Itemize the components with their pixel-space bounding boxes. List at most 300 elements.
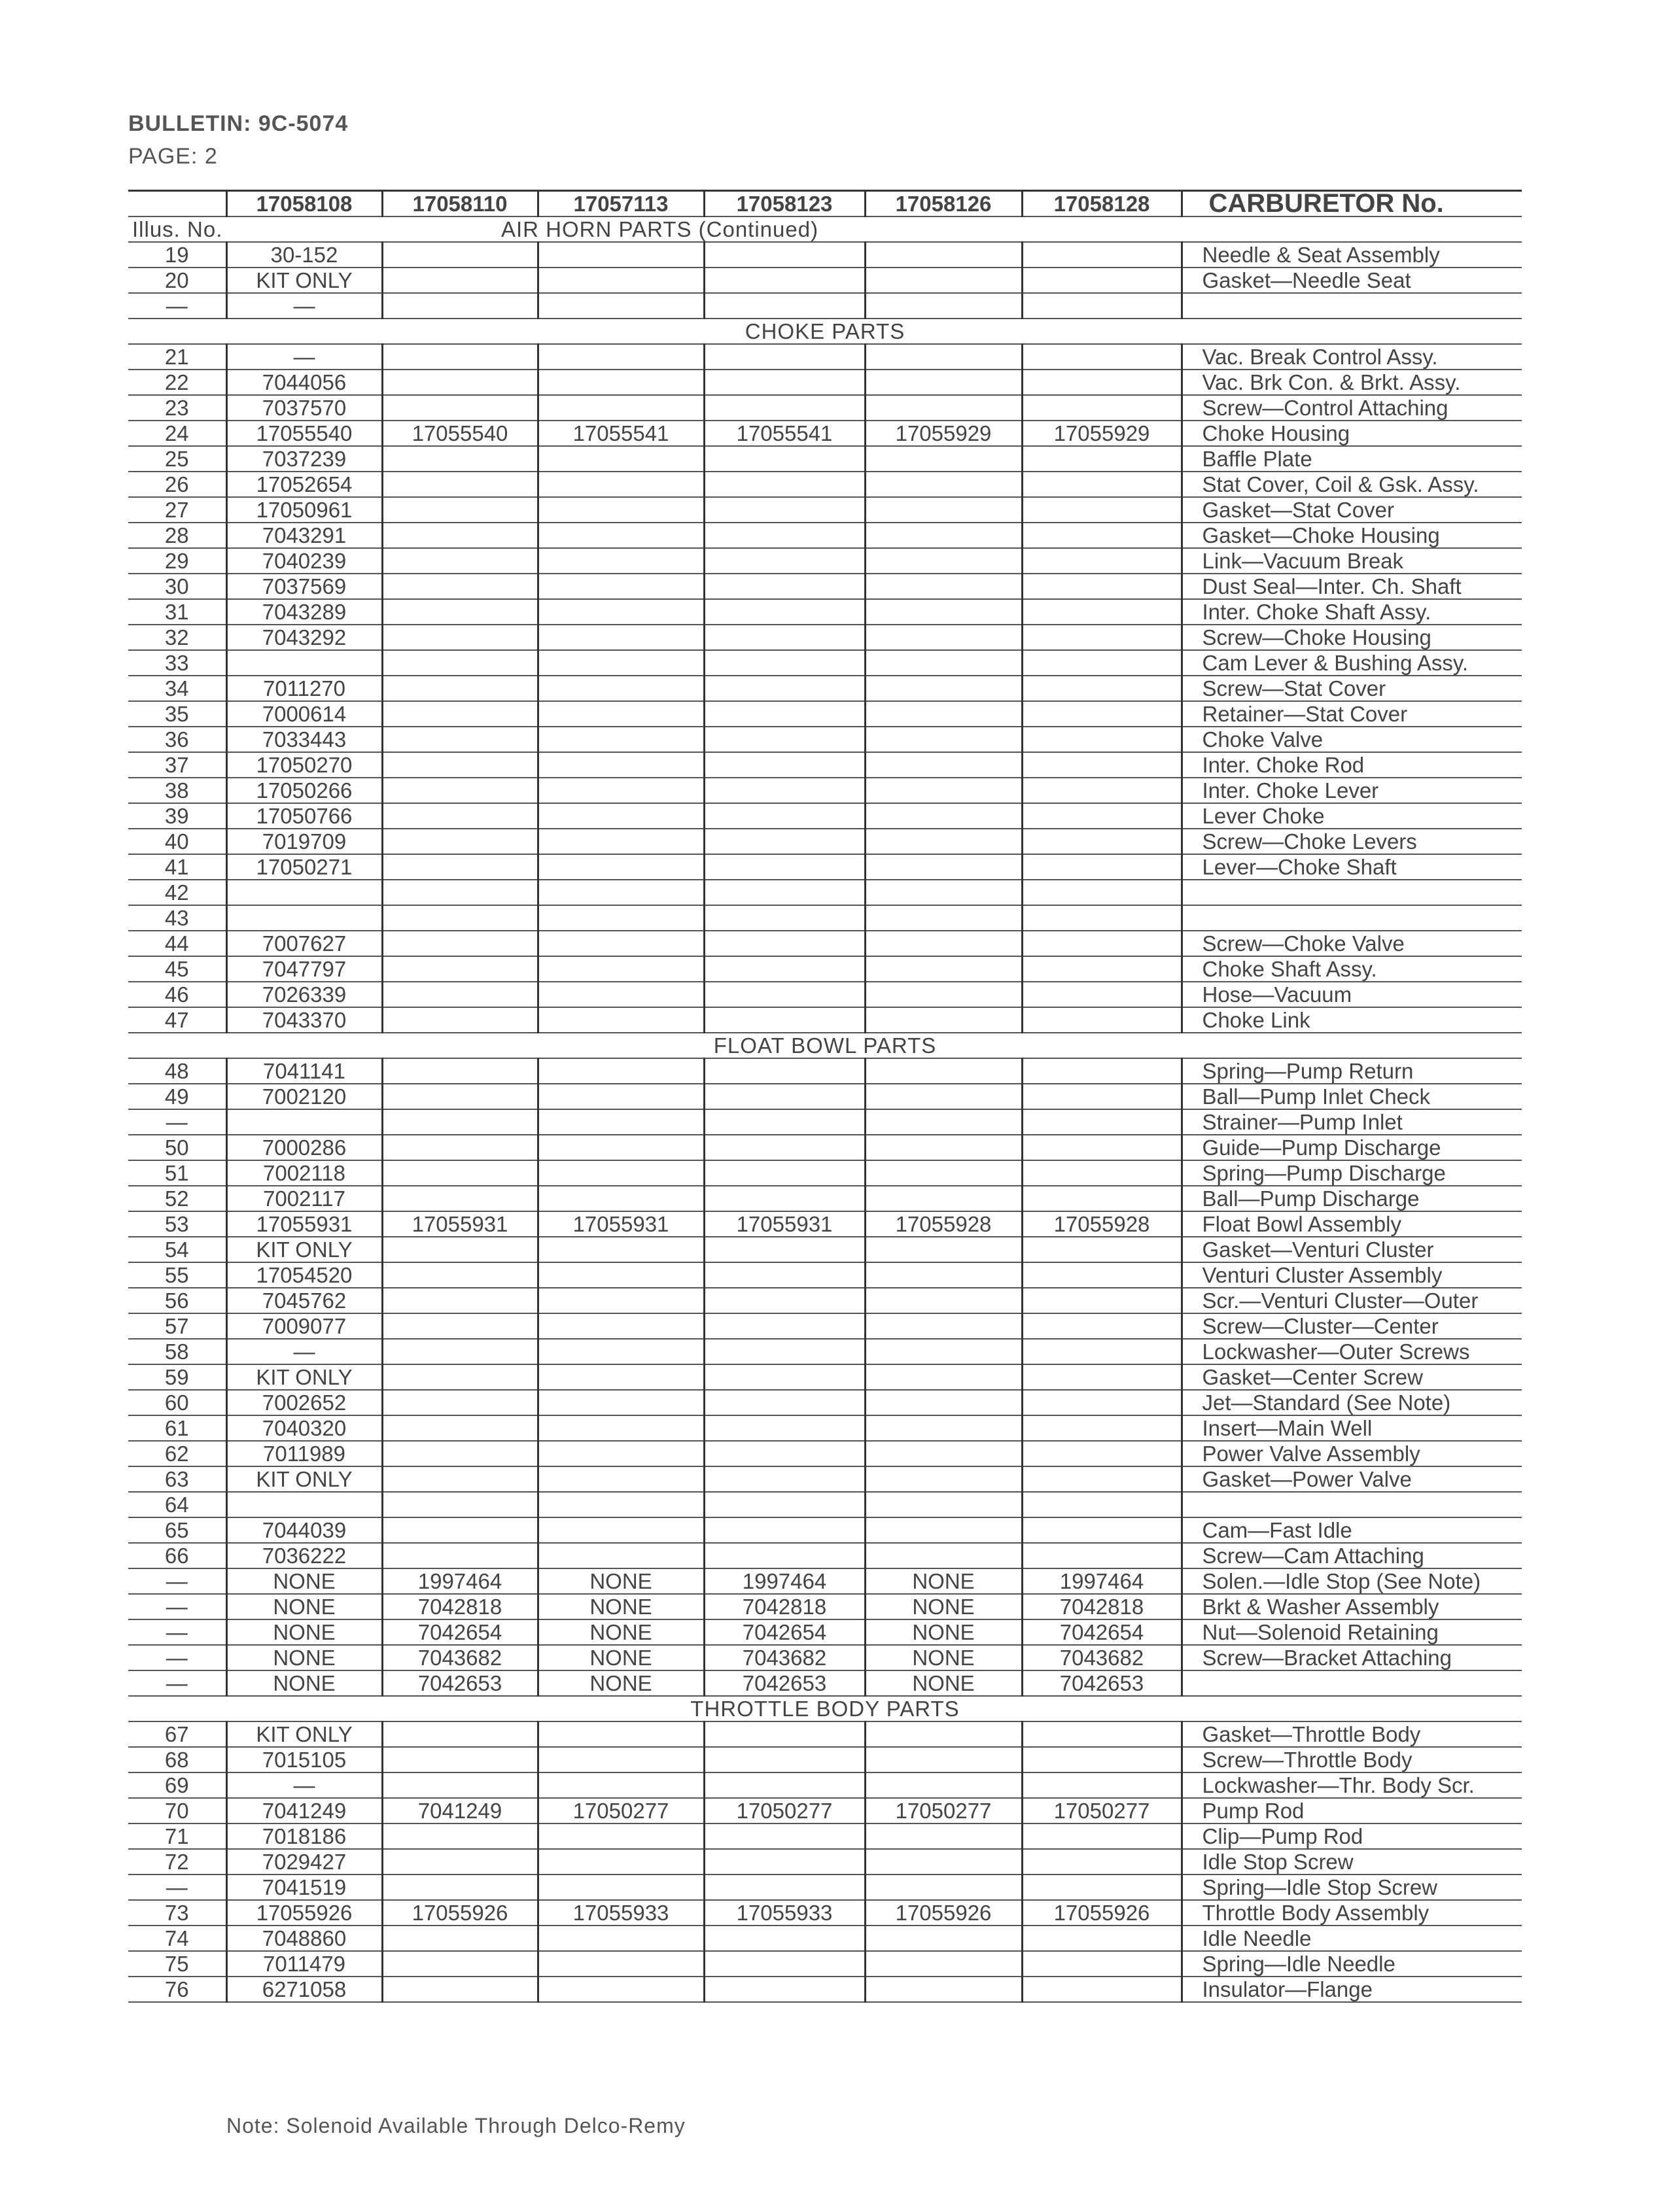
illus-number: 70 [128, 1798, 226, 1823]
part-description: Stat Cover, Coil & Gsk. Assy. [1182, 472, 1522, 497]
table-row [128, 599, 1522, 625]
table-row [128, 1670, 1522, 1696]
part-description: Venturi Cluster Assembly [1182, 1262, 1522, 1288]
section-header [128, 216, 1522, 242]
part-number [538, 1313, 704, 1339]
illus-number: — [128, 1875, 226, 1900]
part-number [704, 1517, 865, 1543]
part-number [382, 625, 538, 650]
part-number [865, 1875, 1022, 1900]
part-number: 7037570 [226, 395, 382, 421]
part-description: Inter. Choke Lever [1182, 778, 1522, 803]
part-number: — [226, 344, 382, 370]
part-description: Needle & Seat Assembly [1182, 242, 1522, 268]
illus-number: 75 [128, 1951, 226, 1977]
table-row [128, 676, 1522, 701]
part-number: 17052654 [226, 472, 382, 497]
part-number [538, 574, 704, 599]
part-number: 7043682 [704, 1645, 865, 1670]
part-number [538, 676, 704, 701]
part-number: NONE [865, 1619, 1022, 1645]
part-number: 7002118 [226, 1160, 382, 1186]
section-title: CHOKE PARTS [128, 319, 1522, 344]
part-number: 7011270 [226, 676, 382, 701]
part-number [382, 1466, 538, 1492]
illus-number: 76 [128, 1977, 226, 2002]
part-number [382, 803, 538, 829]
illus-number: 72 [128, 1849, 226, 1875]
section-header [128, 1696, 1522, 1721]
table-row [128, 1007, 1522, 1033]
illus-number: 55 [128, 1262, 226, 1288]
part-number [382, 1441, 538, 1466]
part-number [382, 1135, 538, 1160]
part-number: 17050277 [704, 1798, 865, 1823]
part-description: Link—Vacuum Break [1182, 548, 1522, 574]
part-number: KIT ONLY [226, 1466, 382, 1492]
illus-label: Illus. No. [128, 216, 226, 242]
part-number [382, 982, 538, 1007]
part-description: Screw—Stat Cover [1182, 676, 1522, 701]
illus-number: 37 [128, 752, 226, 778]
part-description: Gasket—Power Valve [1182, 1466, 1522, 1492]
part-number [382, 599, 538, 625]
part-number [1022, 242, 1182, 268]
part-description: Clip—Pump Rod [1182, 1823, 1522, 1849]
part-number [538, 446, 704, 472]
part-number: 7041249 [226, 1798, 382, 1823]
illus-number: 24 [128, 421, 226, 446]
part-number: NONE [226, 1568, 382, 1594]
part-number [865, 1390, 1022, 1415]
part-number [538, 268, 704, 293]
part-number: NONE [865, 1645, 1022, 1670]
part-number: 17055926 [1022, 1900, 1182, 1926]
part-number: 17055928 [865, 1211, 1022, 1237]
part-number [382, 778, 538, 803]
part-number: 7002117 [226, 1186, 382, 1211]
illus-number: 38 [128, 778, 226, 803]
table-row [128, 1288, 1522, 1313]
part-number [1022, 370, 1182, 395]
part-number [865, 395, 1022, 421]
part-number [226, 1109, 382, 1135]
table-row [128, 1135, 1522, 1160]
part-number [865, 1951, 1022, 1977]
table-row [128, 854, 1522, 880]
part-number [865, 344, 1022, 370]
part-number [1022, 676, 1182, 701]
part-number: NONE [226, 1594, 382, 1619]
part-number [865, 268, 1022, 293]
part-number [865, 1772, 1022, 1798]
part-number [1022, 395, 1182, 421]
table-row [128, 1875, 1522, 1900]
illus-number: 53 [128, 1211, 226, 1237]
table-row [128, 1492, 1522, 1517]
part-number [382, 548, 538, 574]
part-number [865, 1466, 1022, 1492]
illus-number: 42 [128, 880, 226, 905]
bulletin-number: BULLETIN: 9C-5074 [128, 111, 349, 136]
part-number: NONE [538, 1568, 704, 1594]
part-number [382, 880, 538, 905]
part-description: Screw—Control Attaching [1182, 395, 1522, 421]
part-description [1182, 905, 1522, 931]
part-number: 17050961 [226, 497, 382, 523]
part-number [704, 1262, 865, 1288]
part-number: 7042653 [1022, 1670, 1182, 1696]
part-number [538, 905, 704, 931]
part-number: 7002120 [226, 1084, 382, 1109]
part-number: NONE [538, 1670, 704, 1696]
part-number: — [226, 1772, 382, 1798]
table-row [128, 1466, 1522, 1492]
table-row [128, 701, 1522, 727]
part-description [1182, 1670, 1522, 1696]
part-number [865, 854, 1022, 880]
part-number [1022, 1543, 1182, 1568]
table-row [128, 1364, 1522, 1390]
illus-number: 20 [128, 268, 226, 293]
part-description: Float Bowl Assembly [1182, 1211, 1522, 1237]
illus-number: — [128, 1619, 226, 1645]
part-number: 7037239 [226, 446, 382, 472]
part-number [226, 1492, 382, 1517]
part-number [1022, 1390, 1182, 1415]
part-number [704, 1441, 865, 1466]
part-number [1022, 803, 1182, 829]
table-row [128, 1849, 1522, 1875]
table-row [128, 1415, 1522, 1441]
part-number [1022, 1007, 1182, 1033]
part-description: Spring—Idle Needle [1182, 1951, 1522, 1977]
part-number [538, 1262, 704, 1288]
part-description: Nut—Solenoid Retaining [1182, 1619, 1522, 1645]
part-number [382, 1823, 538, 1849]
illus-number: — [128, 1109, 226, 1135]
part-number: 17055933 [704, 1900, 865, 1926]
part-number [704, 752, 865, 778]
part-number [704, 982, 865, 1007]
illus-number: 66 [128, 1543, 226, 1568]
part-number: 7042654 [1022, 1619, 1182, 1645]
part-number [1022, 1951, 1182, 1977]
part-number: 17055541 [704, 421, 865, 446]
part-number [382, 1109, 538, 1135]
part-description: Cam Lever & Bushing Assy. [1182, 650, 1522, 676]
table-row [128, 395, 1522, 421]
table-row [128, 1798, 1522, 1823]
part-number [382, 1058, 538, 1084]
part-description: Choke Shaft Assy. [1182, 956, 1522, 982]
illus-number: — [128, 1670, 226, 1696]
part-number: NONE [226, 1670, 382, 1696]
part-number [1022, 1364, 1182, 1390]
part-description: Vac. Brk Con. & Brkt. Assy. [1182, 370, 1522, 395]
part-number: 17050277 [865, 1798, 1022, 1823]
part-number [538, 803, 704, 829]
part-number [1022, 574, 1182, 599]
carb-column-header: 17058108 [226, 191, 382, 217]
illus-number: 21 [128, 344, 226, 370]
illus-number: 44 [128, 931, 226, 956]
part-number [865, 599, 1022, 625]
part-number [382, 727, 538, 752]
part-number [704, 1721, 865, 1747]
part-number [704, 1543, 865, 1568]
part-number [538, 599, 704, 625]
part-number [1022, 829, 1182, 854]
part-number [865, 931, 1022, 956]
part-description: Spring—Idle Stop Screw [1182, 1875, 1522, 1900]
illus-number: 35 [128, 701, 226, 727]
illus-number: 47 [128, 1007, 226, 1033]
part-number [1022, 1875, 1182, 1900]
illus-number: 58 [128, 1339, 226, 1364]
part-description: Screw—Choke Valve [1182, 931, 1522, 956]
part-number [865, 1849, 1022, 1875]
part-number [1022, 293, 1182, 319]
part-number [1022, 1313, 1182, 1339]
part-number [704, 1007, 865, 1033]
part-number: 1997464 [1022, 1568, 1182, 1594]
part-number [382, 1849, 538, 1875]
part-number [865, 1492, 1022, 1517]
part-number [538, 395, 704, 421]
part-number [865, 1007, 1022, 1033]
part-number [704, 854, 865, 880]
part-number [538, 1160, 704, 1186]
part-number [382, 956, 538, 982]
illus-number: 45 [128, 956, 226, 982]
part-number: 7042653 [704, 1670, 865, 1696]
table-row [128, 370, 1522, 395]
table-row [128, 574, 1522, 599]
part-description: Throttle Body Assembly [1182, 1900, 1522, 1926]
part-number [382, 931, 538, 956]
table-row [128, 523, 1522, 548]
illus-number: 27 [128, 497, 226, 523]
part-number [865, 1237, 1022, 1262]
part-number [704, 1951, 865, 1977]
part-number: 7033443 [226, 727, 382, 752]
part-number [226, 880, 382, 905]
part-number [1022, 599, 1182, 625]
part-description: Gasket—Throttle Body [1182, 1721, 1522, 1747]
illus-number: 43 [128, 905, 226, 931]
part-number [1022, 1237, 1182, 1262]
part-description: Gasket—Stat Cover [1182, 497, 1522, 523]
part-number [382, 268, 538, 293]
part-number [704, 676, 865, 701]
section-header [128, 319, 1522, 344]
part-number: 17055928 [1022, 1211, 1182, 1237]
carburetor-number-header: CARBURETOR No. [1182, 191, 1522, 217]
part-number [1022, 1288, 1182, 1313]
illus-number: 48 [128, 1058, 226, 1084]
illus-number: 61 [128, 1415, 226, 1441]
table-row [128, 1619, 1522, 1645]
part-description [1182, 880, 1522, 905]
part-number [538, 242, 704, 268]
part-description: Ball—Pump Inlet Check [1182, 1084, 1522, 1109]
part-number [1022, 1415, 1182, 1441]
part-number [1022, 446, 1182, 472]
part-number [382, 574, 538, 599]
part-number: 1997464 [382, 1568, 538, 1594]
part-number: 7026339 [226, 982, 382, 1007]
part-number [704, 1339, 865, 1364]
illus-number: 74 [128, 1926, 226, 1951]
part-number [865, 446, 1022, 472]
part-number [704, 1747, 865, 1772]
part-description: Choke Valve [1182, 727, 1522, 752]
part-number [538, 752, 704, 778]
part-number: 7042818 [1022, 1594, 1182, 1619]
part-number: 17050270 [226, 752, 382, 778]
part-number: 17055933 [538, 1900, 704, 1926]
part-description: Scr.—Venturi Cluster—Outer [1182, 1288, 1522, 1313]
carb-column-header: 17058126 [865, 191, 1022, 217]
illus-number: 63 [128, 1466, 226, 1492]
part-number [382, 1721, 538, 1747]
table-row [128, 1543, 1522, 1568]
part-number: 7036222 [226, 1543, 382, 1568]
part-description: Screw—Bracket Attaching [1182, 1645, 1522, 1670]
part-number [1022, 472, 1182, 497]
table-row [128, 1262, 1522, 1288]
table-row [128, 1926, 1522, 1951]
part-number [538, 956, 704, 982]
part-number [704, 1160, 865, 1186]
part-number [538, 1084, 704, 1109]
part-number [538, 1772, 704, 1798]
illus-number: 23 [128, 395, 226, 421]
table-row [128, 625, 1522, 650]
part-number: 7000614 [226, 701, 382, 727]
part-number [865, 1721, 1022, 1747]
table-row [128, 1721, 1522, 1747]
illus-number: 19 [128, 242, 226, 268]
part-number [382, 1492, 538, 1517]
part-number [538, 370, 704, 395]
part-number [704, 1390, 865, 1415]
table-row [128, 1747, 1522, 1772]
part-number: 7045762 [226, 1288, 382, 1313]
part-number [704, 1364, 865, 1390]
part-number [538, 1109, 704, 1135]
part-number: 7042818 [382, 1594, 538, 1619]
part-number [865, 370, 1022, 395]
part-number [538, 1288, 704, 1313]
illus-number: 56 [128, 1288, 226, 1313]
illus-number: 36 [128, 727, 226, 752]
table-row [128, 778, 1522, 803]
part-number [382, 472, 538, 497]
part-number [865, 727, 1022, 752]
table-row [128, 956, 1522, 982]
illus-number: — [128, 1594, 226, 1619]
illus-number: — [128, 1568, 226, 1594]
part-number [538, 1977, 704, 2002]
part-number [704, 497, 865, 523]
part-description: Insert—Main Well [1182, 1415, 1522, 1441]
part-description [1182, 293, 1522, 319]
part-number: 7042818 [704, 1594, 865, 1619]
part-number: NONE [865, 1594, 1022, 1619]
part-description: Screw—Cam Attaching [1182, 1543, 1522, 1568]
table-row [128, 1517, 1522, 1543]
part-number [1022, 497, 1182, 523]
table-row [128, 242, 1522, 268]
page-number: PAGE: 2 [128, 144, 218, 169]
illus-number: 73 [128, 1900, 226, 1926]
illus-number: 40 [128, 829, 226, 854]
part-number [704, 1875, 865, 1900]
part-number [1022, 727, 1182, 752]
part-number [1022, 1492, 1182, 1517]
part-number [382, 523, 538, 548]
part-description: Spring—Pump Discharge [1182, 1160, 1522, 1186]
part-number [704, 701, 865, 727]
table-row [128, 1313, 1522, 1339]
header-row [128, 191, 1522, 217]
table-row [128, 1645, 1522, 1670]
part-number [538, 1721, 704, 1747]
part-number [382, 242, 538, 268]
part-number [538, 1543, 704, 1568]
part-number: 7018186 [226, 1823, 382, 1849]
illus-number: 49 [128, 1084, 226, 1109]
part-number: 7040239 [226, 548, 382, 574]
part-number [865, 1135, 1022, 1160]
part-number [1022, 905, 1182, 931]
part-number: NONE [538, 1619, 704, 1645]
part-description: Idle Stop Screw [1182, 1849, 1522, 1875]
part-number [704, 242, 865, 268]
part-number [865, 1058, 1022, 1084]
part-number [704, 344, 865, 370]
part-number [704, 599, 865, 625]
table-row [128, 1237, 1522, 1262]
part-number [382, 1747, 538, 1772]
part-number [382, 1339, 538, 1364]
part-number: 17055929 [1022, 421, 1182, 446]
part-number: 7000286 [226, 1135, 382, 1160]
part-number [382, 1543, 538, 1568]
table-row [128, 880, 1522, 905]
illus-number: 26 [128, 472, 226, 497]
part-number [1022, 931, 1182, 956]
part-number [382, 1517, 538, 1543]
part-number [538, 1339, 704, 1364]
illus-number: 29 [128, 548, 226, 574]
part-number [865, 574, 1022, 599]
part-number [704, 829, 865, 854]
part-number [382, 1415, 538, 1441]
illus-number: 32 [128, 625, 226, 650]
illus-number: 62 [128, 1441, 226, 1466]
part-number [382, 293, 538, 319]
parts-table-body [128, 191, 1522, 2003]
part-number: — [226, 293, 382, 319]
table-row [128, 446, 1522, 472]
section-header [128, 1033, 1522, 1058]
part-number [704, 1084, 865, 1109]
part-description: Inter. Choke Rod [1182, 752, 1522, 778]
part-number [538, 548, 704, 574]
